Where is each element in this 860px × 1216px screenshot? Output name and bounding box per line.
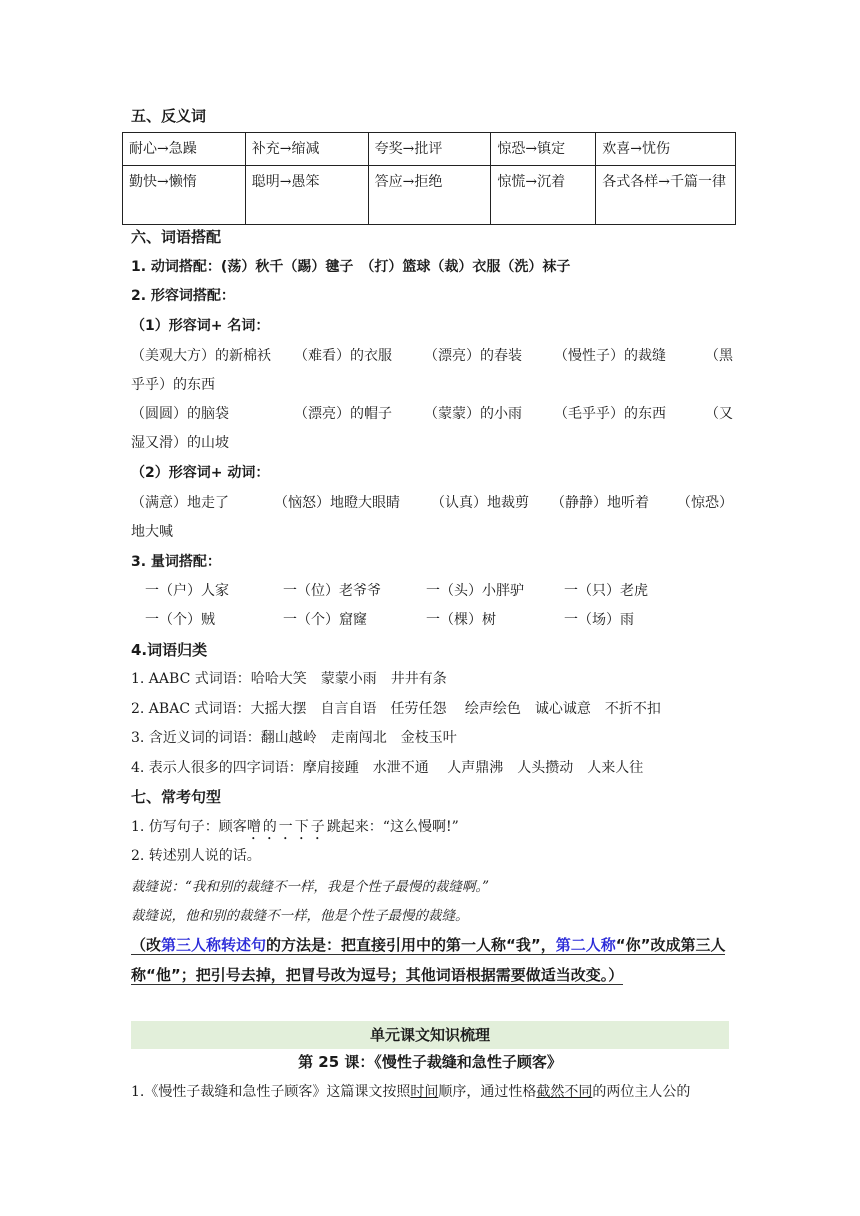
para-underline: 截然不同 <box>536 1084 593 1100</box>
adj-collocation-title: 2. 形容词搭配： <box>131 288 235 304</box>
phrase: 一（个）贼 <box>145 612 215 628</box>
antonym-table <box>122 132 736 225</box>
reported-speech-item: 2. 转述别人说的话。 <box>131 848 261 864</box>
verb-collocation-line <box>131 256 570 276</box>
table-cell: 耐心→急躁 <box>123 133 246 166</box>
phrase: 一（头）小胖驴 <box>426 583 524 599</box>
sentence-suffix: 跳起来：“这么慢啊!” <box>326 819 459 835</box>
table-cell: 补充→缩减 <box>245 133 368 166</box>
note-text: “你”改成第三人称“他”；把引号去掉，把冒号改为逗号；其他词语根据需要做适当改变。） <box>131 936 726 984</box>
phrase: （惊恐） <box>677 495 733 511</box>
list-item: 3. 含近义词的词语：翻山越岭 走南闯北 金枝玉叶 <box>131 730 457 746</box>
classification-title: 4.词语归类 <box>131 641 208 659</box>
phrase: （慢性子）的裁缝 <box>554 348 666 364</box>
adj-verb-line-1b: 地大喊 <box>131 524 173 540</box>
sentence-prefix: 1. 仿写句子：顾客 <box>131 819 247 835</box>
conversion-note <box>131 930 741 990</box>
phrase: （又 <box>705 406 733 422</box>
phrase: （静静）地听着 <box>551 495 649 511</box>
para-text: 1.《慢性子裁缝和急性子顾客》这篇课文按照 <box>131 1084 411 1100</box>
list-item: 2. ABAC 式词语：大摇大摆 自言自语 任劳任怨 绘声绘色 诚心诚意 不折不扣 <box>131 701 661 717</box>
phrase: （漂亮）的帽子 <box>294 406 392 422</box>
section-collocation-title: 六、词语搭配 <box>131 228 222 246</box>
table-cell: 勤快→懒惰 <box>123 166 246 225</box>
phrase: （难看）的衣服 <box>294 348 392 364</box>
note-highlight: 第三人称转述句 <box>161 936 267 954</box>
direct-quote: 裁缝说：“我和别的裁缝不一样，我是个性子最慢的裁缝啊。” <box>131 879 490 895</box>
table-cell: 夸奖→批评 <box>368 133 491 166</box>
note-text: （改 <box>131 936 162 954</box>
phrase: （认真）地裁剪 <box>431 495 529 511</box>
unit-section-band <box>131 1021 729 1049</box>
list-item: 4. 表示人很多的四字词语：摩肩接踵 水泄不通 人声鼎沸 人头攒动 人来人往 <box>131 760 644 776</box>
phrase: （蒙蒙）的小雨 <box>424 406 522 422</box>
adj-noun-line-2b: 湿又滑）的山坡 <box>131 435 229 451</box>
phrase: 一（只）老虎 <box>564 583 648 599</box>
para-text: 顺序，通过性格 <box>438 1084 537 1100</box>
list-item: 1. AABC 式词语：哈哈大笑 蒙蒙小雨 井井有条 <box>131 671 447 687</box>
adj-noun-title: （1）形容词+ 名词： <box>131 318 270 334</box>
unit-band-title: 单元课文知识梳理 <box>369 1026 490 1044</box>
para-underline: 时间 <box>410 1084 439 1100</box>
emphasized-phrase: 噌的一下子 <box>246 819 327 835</box>
imitation-sentence <box>131 816 459 843</box>
phrase: （美观大方）的新棉袄 <box>131 348 271 364</box>
table-row <box>123 133 736 166</box>
adj-noun-line-1b: 乎乎）的东西 <box>131 377 215 393</box>
phrase: 一（个）窟窿 <box>283 612 367 628</box>
verb-collocation-text: 1. 动词搭配：(荡）秋千（踢）毽子 （打）篮球（裁）衣服（洗）袜子 <box>131 259 571 275</box>
adj-verb-title: （2）形容词+ 动词： <box>131 465 270 481</box>
phrase: 一（场）雨 <box>564 612 634 628</box>
table-cell: 聪明→愚笨 <box>245 166 368 225</box>
note-highlight: 第二人称 <box>555 936 616 954</box>
section-sentence-title: 七、常考句型 <box>131 788 222 806</box>
table-cell: 欢喜→忧伤 <box>596 133 736 166</box>
table-cell: 答应→拒绝 <box>368 166 491 225</box>
phrase: （圆圆）的脑袋 <box>131 406 229 422</box>
phrase: （漂亮）的春装 <box>424 348 522 364</box>
phrase: （满意）地走了 <box>131 495 229 511</box>
note-text: 的方法是：把直接引用中的第一人称“我”， <box>266 936 556 954</box>
section-antonyms-title: 五、反义词 <box>131 107 207 125</box>
table-row <box>123 166 736 225</box>
lesson-title: 第 25 课：《慢性子裁缝和急性子顾客》 <box>298 1053 562 1071</box>
phrase: （黑 <box>705 348 733 364</box>
phrase: 一（户）人家 <box>145 583 229 599</box>
phrase: 一（棵）树 <box>426 612 496 628</box>
phrase: （毛乎乎）的东西 <box>554 406 666 422</box>
table-cell: 各式各样→千篇一律 <box>596 166 736 225</box>
phrase: 一（位）老爷爷 <box>283 583 381 599</box>
table-cell: 惊慌→沉着 <box>491 166 596 225</box>
table-cell: 惊恐→镇定 <box>491 133 596 166</box>
measure-title: 3. 量词搭配： <box>131 554 221 570</box>
reported-sentence: 裁缝说，他和别的裁缝不一样，他是个性子最慢的裁缝。 <box>131 908 469 924</box>
phrase: （恼怒）地瞪大眼睛 <box>274 495 400 511</box>
para-text: 的两位主人公的 <box>592 1084 691 1100</box>
lesson-paragraph <box>131 1081 690 1101</box>
